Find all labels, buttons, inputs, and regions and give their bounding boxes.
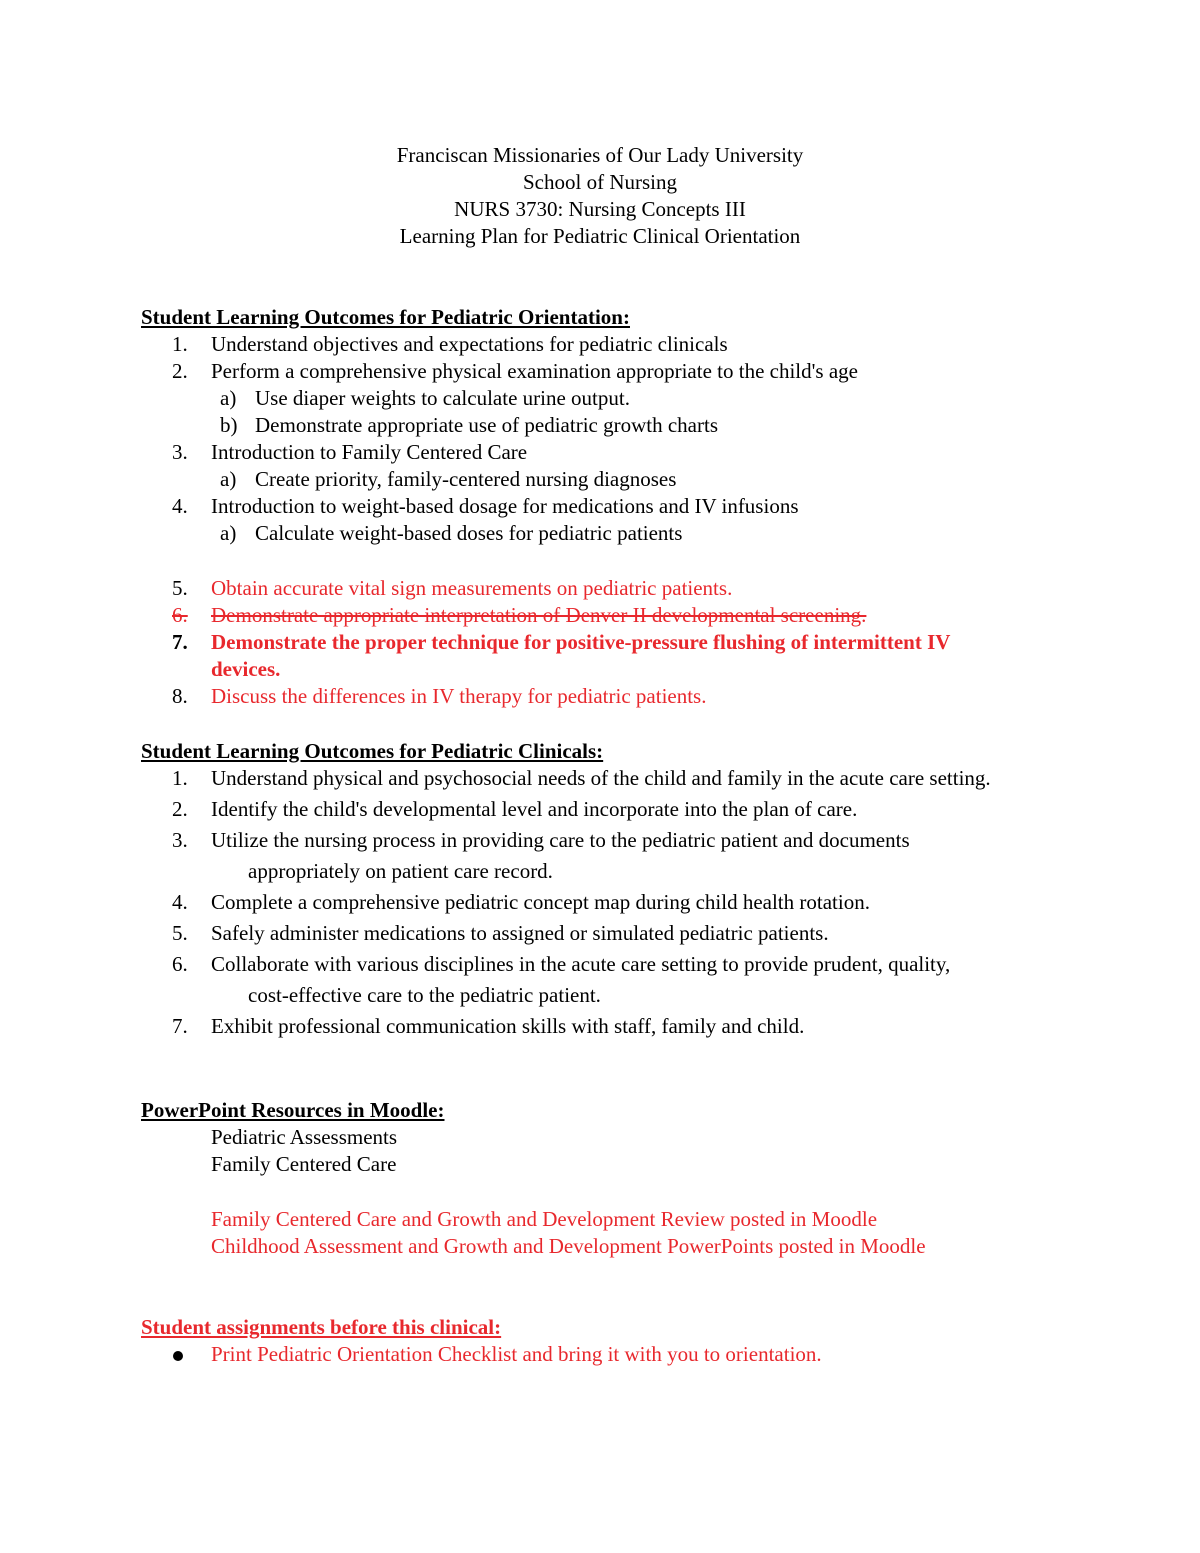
university-name: Franciscan Missionaries of Our Lady University (396, 143, 804, 167)
list-text: Understand objectives and expectations for pediatric clinicals (211, 332, 728, 356)
list-letter: a) (220, 521, 237, 545)
resource-note: Family Centered Care and Growth and Development Review posted in Moodle (211, 1207, 878, 1231)
clinicals-heading: Student Learning Outcomes for Pediatric Clinicals: (141, 739, 604, 763)
list-number: 5. (172, 921, 188, 945)
list-letter: b) (220, 413, 238, 437)
list-number: 6. (172, 952, 188, 976)
course-name: NURS 3730: Nursing Concepts III (454, 197, 746, 221)
school-name: School of Nursing (523, 170, 677, 194)
list-number: 6. (172, 603, 188, 627)
document-title: Learning Plan for Pediatric Clinical Orientation (399, 224, 801, 248)
list-letter: a) (220, 467, 237, 491)
list-number: 3. (172, 828, 188, 852)
list-text: Introduction to Family Centered Care (211, 440, 528, 464)
list-number: 1. (172, 766, 188, 790)
list-text: Identify the child's developmental level and incorporate into the plan of care. (211, 797, 858, 821)
list-text: Understand physical and psychosocial needs of the child and family in the acute care setting. (211, 766, 991, 790)
list-text: appropriately on patient care record. (248, 859, 553, 883)
list-text: Safely administer medications to assigned or simulated pediatric patients. (211, 921, 829, 945)
list-number: 2. (172, 359, 188, 383)
assignments-heading: Student assignments before this clinical: (141, 1315, 502, 1339)
list-text: Introduction to weight-based dosage for medications and IV infusions (211, 494, 799, 518)
list-number: 7. (172, 630, 188, 654)
list-text: Collaborate with various disciplines in the acute care setting to provide prudent, quality, (211, 952, 951, 976)
list-number: 4. (172, 494, 188, 518)
bullet-text: Print Pediatric Orientation Checklist and bring it with you to orientation. (211, 1342, 822, 1366)
list-letter: a) (220, 386, 237, 410)
list-text: cost-effective care to the pediatric patient. (248, 983, 601, 1007)
list-text: Create priority, family-centered nursing diagnoses (255, 467, 677, 491)
list-number: 1. (172, 332, 188, 356)
list-text: Utilize the nursing process in providing care to the pediatric patient and documents (211, 828, 910, 852)
list-number: 7. (172, 1014, 188, 1038)
resource-item: Pediatric Assessments (211, 1125, 398, 1149)
list-number: 2. (172, 797, 188, 821)
list-number: 4. (172, 890, 188, 914)
list-text: Demonstrate appropriate use of pediatric growth charts (255, 413, 718, 437)
list-number: 3. (172, 440, 188, 464)
list-text: Calculate weight-based doses for pediatric patients (255, 521, 683, 545)
list-text: Obtain accurate vital sign measurements on pediatric patients. (211, 576, 733, 600)
orientation-heading: Student Learning Outcomes for Pediatric Orientation: (141, 305, 630, 329)
list-text: Demonstrate appropriate interpretation of Denver II developmental screening. (211, 603, 867, 627)
list-text: Perform a comprehensive physical examination appropriate to the child's age (211, 359, 858, 383)
list-text: devices. (211, 657, 281, 681)
list-number: 5. (172, 576, 188, 600)
document-header (0, 142, 1200, 250)
resources-heading: PowerPoint Resources in Moodle: (141, 1098, 445, 1122)
list-text: Exhibit professional communication skills with staff, family and child. (211, 1014, 805, 1038)
list-number: 8. (172, 684, 188, 708)
resource-item: Family Centered Care (211, 1152, 397, 1176)
resource-note: Childhood Assessment and Growth and Development PowerPoints posted in Moodle (211, 1234, 926, 1258)
list-text: Demonstrate the proper technique for positive-pressure flushing of intermittent IV (211, 630, 951, 654)
bullet-icon (173, 1351, 183, 1361)
list-text: Use diaper weights to calculate urine output. (255, 386, 630, 410)
list-text: Discuss the differences in IV therapy for pediatric patients. (211, 684, 707, 708)
list-text: Complete a comprehensive pediatric concept map during child health rotation. (211, 890, 870, 914)
